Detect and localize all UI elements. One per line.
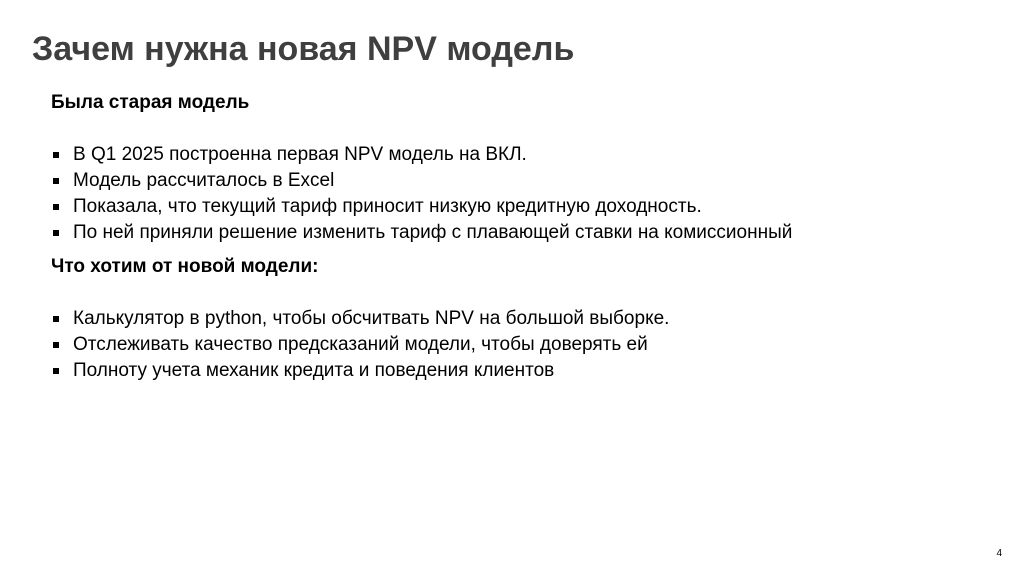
slide-body [51,90,831,384]
section-new-model [51,254,831,384]
square-bullet-icon [53,178,59,184]
list-item [51,220,831,246]
square-bullet-icon [53,152,59,158]
spacer [51,280,831,306]
list-item [51,142,831,168]
list-item [51,168,831,194]
list-item [51,358,831,384]
slide-title: Зачем нужна новая NPV модель [32,30,575,68]
section-heading-new-model: Что хотим от новой модели: [51,256,319,277]
spacer [51,116,831,142]
old-model-list [51,142,831,246]
square-bullet-icon [53,230,59,236]
list-item-text: В Q1 2025 построенна первая NPV модель на ВКЛ. [73,144,527,165]
list-item [51,194,831,220]
list-item-text: Отслеживать качество предсказаний модели, чтобы доверять ей [73,334,648,355]
list-item-text: Модель рассчиталось в Excel [73,170,335,191]
section-heading-old-model: Была старая модель [51,92,250,113]
list-item-text: Полноту учета механик кредита и поведения клиентов [73,360,555,381]
list-item-text: Калькулятор в python, чтобы обсчитвать NPV на большой выборке. [73,308,670,329]
section-old-model [51,90,831,246]
new-model-list [51,306,831,384]
page-number: 4 [996,548,1002,559]
list-item [51,332,831,358]
square-bullet-icon [53,368,59,374]
list-item-text: Показала, что текущий тариф приносит низкую кредитную доходность. [73,196,702,217]
square-bullet-icon [53,204,59,210]
list-item [51,306,831,332]
square-bullet-icon [53,342,59,348]
list-item-text: По ней приняли решение изменить тариф с плавающей ставки на комиссионный [73,222,793,243]
square-bullet-icon [53,316,59,322]
